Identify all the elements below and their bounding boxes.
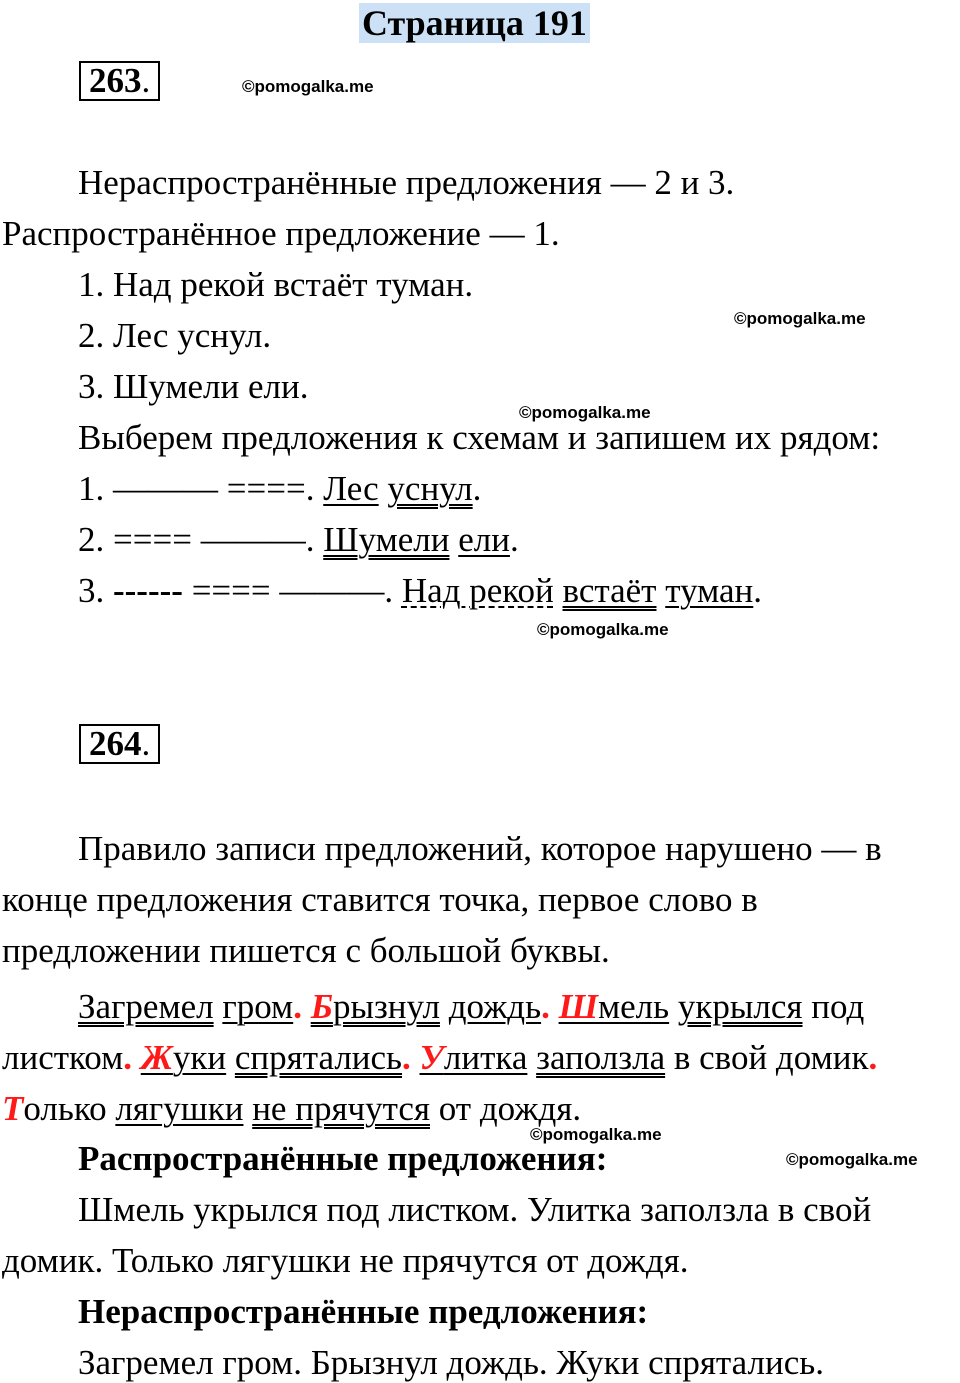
adverbial-phrase: Над рекой [401, 571, 554, 610]
space [550, 987, 559, 1026]
space [243, 1089, 252, 1128]
scheme-dash-pattern: ------ [113, 571, 183, 610]
predicate-word: спрятались [234, 1038, 403, 1077]
plain-text: олько [23, 1089, 116, 1128]
capital-letter: Т [2, 1089, 24, 1128]
added-period: . [868, 1038, 878, 1077]
predicate-word: укрылся [677, 987, 803, 1026]
predicate-word-rest: рызнул [332, 987, 440, 1026]
text-line: Шмель укрылся под листком. Улитка заползла в свой [78, 1190, 872, 1229]
added-period: . [293, 987, 302, 1026]
space [440, 987, 449, 1026]
capital-letter: У [419, 1038, 444, 1077]
subject-word: гром [222, 987, 294, 1026]
predicate-word: встаёт [562, 571, 657, 610]
watermark: ©pomogalka.me [242, 77, 374, 96]
predicate-word: Загремел [78, 987, 214, 1026]
space [527, 1038, 536, 1077]
instruction-line: Выберем предложения к схемам и запишем их рядом: [78, 418, 881, 457]
scheme-line-2 [78, 520, 519, 560]
task-number-264: 264. [79, 724, 160, 764]
subject-word: лягушки [115, 1089, 244, 1128]
sentence-2: 2. Лес уснул. [78, 316, 272, 355]
space [656, 571, 665, 610]
page-title: Страница 191 [359, 3, 590, 43]
watermark: ©pomogalka.me [530, 1125, 662, 1144]
added-period: . [402, 1038, 411, 1077]
predicate-word: уснул [387, 469, 473, 508]
task-number-value: 263 [89, 61, 142, 100]
capital-letter: Б [310, 987, 333, 1026]
rule-line: предложении пишется с большой буквы. [2, 931, 610, 970]
period: . [753, 571, 763, 610]
scheme-number: 3. [78, 571, 113, 610]
scheme-line-3 [78, 571, 762, 611]
added-period: . [123, 1038, 132, 1077]
space [132, 1038, 141, 1077]
corrected-text-line-2 [2, 1038, 877, 1078]
rule-line: Правило записи предложений, которое нарушено — в [78, 829, 882, 868]
space [302, 987, 311, 1026]
predicate-word: Шумели [323, 520, 450, 559]
space [554, 571, 563, 610]
scheme-pattern: 1. ——— ====. [78, 469, 324, 508]
extended-heading: Распространённые предложения: [78, 1139, 608, 1178]
scheme-line-1 [78, 469, 481, 509]
plain-text: под [802, 987, 865, 1026]
space [226, 1038, 235, 1077]
space [669, 987, 678, 1026]
plain-text: листком [2, 1038, 124, 1077]
subject-word: дождь [448, 987, 542, 1026]
watermark: ©pomogalka.me [519, 403, 651, 422]
space [411, 1038, 420, 1077]
predicate-word: не прячутся [252, 1089, 431, 1128]
predicate-word: заползла [536, 1038, 666, 1077]
period: . [472, 469, 482, 508]
subject-word-rest: уки [172, 1038, 227, 1077]
sentence-3: 3. Шумели ели. [78, 367, 309, 406]
scheme-pattern: ==== ———. [182, 571, 402, 610]
non-extended-heading: Нераспространённые предложения: [78, 1292, 649, 1331]
watermark: ©pomogalka.me [786, 1150, 918, 1169]
task-number-263: 263. [79, 61, 160, 101]
subject-word: Лес [323, 469, 379, 508]
capital-letter: Ж [140, 1038, 173, 1077]
space [449, 520, 458, 559]
text-line: Нераспространённые предложения — 2 и 3. [78, 163, 735, 202]
rule-line: конце предложения ставится точка, первое слово в [2, 880, 758, 919]
period: . [509, 520, 519, 559]
plain-text: в свой домик [665, 1038, 869, 1077]
text-line: Загремел гром. Брызнул дождь. Жуки спрятались. [78, 1343, 824, 1382]
capital-letter: Ш [558, 987, 598, 1026]
scheme-pattern: 2. ==== ———. [78, 520, 324, 559]
corrected-text-line-1 [78, 987, 864, 1027]
added-period: . [541, 987, 550, 1026]
text-line: Распространённое предложение — 1. [2, 214, 560, 253]
subject-word: ели [458, 520, 510, 559]
sentence-1: 1. Над рекой встаёт туман. [78, 265, 474, 304]
task-number-value: 264 [89, 724, 142, 763]
plain-text: от дождя. [430, 1089, 582, 1128]
watermark: ©pomogalka.me [537, 620, 669, 639]
subject-word: туман [665, 571, 754, 610]
watermark: ©pomogalka.me [734, 309, 866, 328]
text-line: домик. Только лягушки не прячутся от дождя. [2, 1241, 689, 1280]
subject-word-rest: литка [443, 1038, 528, 1077]
subject-word-rest: мель [598, 987, 670, 1026]
corrected-text-line-3 [2, 1089, 581, 1129]
